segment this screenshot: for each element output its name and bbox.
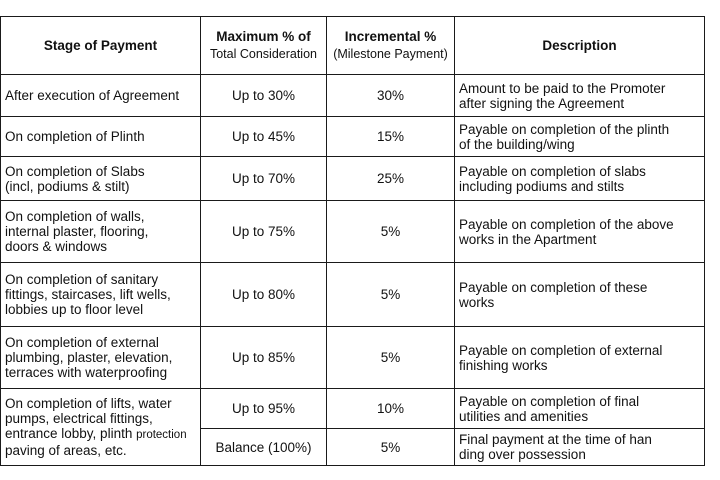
max-cell: Up to 80% bbox=[201, 263, 327, 327]
table-row bbox=[1, 117, 705, 157]
stage-cell: On completion of walls, internal plaster, flooring, doors & windows bbox=[1, 201, 201, 263]
max-cell: Up to 75% bbox=[201, 201, 327, 263]
header-desc: Description bbox=[455, 17, 705, 75]
desc-cell: Payable on completion of the above works in the Apartment bbox=[455, 201, 705, 263]
desc-cell: Payable on completion of these works bbox=[455, 263, 705, 327]
header-max: Maximum % of Total Consideration bbox=[201, 17, 327, 75]
payment-schedule-table bbox=[0, 16, 705, 466]
stage-cell: On completion of lifts, water pumps, electrical fittings, entrance lobby, plinth protection paving of areas, etc. bbox=[1, 389, 201, 466]
inc-cell: 10% bbox=[327, 389, 455, 429]
stage-cell: On completion of Plinth bbox=[1, 117, 201, 157]
table-row bbox=[1, 201, 705, 263]
table-row bbox=[1, 327, 705, 389]
max-cell: Up to 30% bbox=[201, 75, 327, 117]
desc-cell: Payable on completion of final utilities and amenities bbox=[455, 389, 705, 429]
table-row bbox=[1, 75, 705, 117]
max-cell: Balance (100%) bbox=[201, 429, 327, 466]
desc-cell: Payable on completion of external finishing works bbox=[455, 327, 705, 389]
max-cell: Up to 70% bbox=[201, 157, 327, 201]
inc-cell: 5% bbox=[327, 201, 455, 263]
stage-cell: After execution of Agreement bbox=[1, 75, 201, 117]
desc-cell: Amount to be paid to the Promoter after signing the Agreement bbox=[455, 75, 705, 117]
table-header-row bbox=[1, 17, 705, 75]
inc-cell: 25% bbox=[327, 157, 455, 201]
max-cell: Up to 95% bbox=[201, 389, 327, 429]
inc-cell: 5% bbox=[327, 327, 455, 389]
table-row bbox=[1, 157, 705, 201]
header-stage: Stage of Payment bbox=[1, 17, 201, 75]
inc-cell: 5% bbox=[327, 263, 455, 327]
desc-cell: Final payment at the time of han ding over possession bbox=[455, 429, 705, 466]
desc-cell: Payable on completion of the plinth of the building/wing bbox=[455, 117, 705, 157]
table-row bbox=[1, 389, 705, 429]
stage-cell: On completion of external plumbing, plaster, elevation, terraces with waterproofing bbox=[1, 327, 201, 389]
header-inc: Incremental % (Milestone Payment) bbox=[327, 17, 455, 75]
stage-cell: On completion of sanitary fittings, staircases, lift wells, lobbies up to floor level bbox=[1, 263, 201, 327]
max-cell: Up to 85% bbox=[201, 327, 327, 389]
table-row bbox=[1, 263, 705, 327]
inc-cell: 30% bbox=[327, 75, 455, 117]
inc-cell: 5% bbox=[327, 429, 455, 466]
stage-cell: On completion of Slabs (incl, podiums & stilt) bbox=[1, 157, 201, 201]
desc-cell: Payable on completion of slabs including podiums and stilts bbox=[455, 157, 705, 201]
max-cell: Up to 45% bbox=[201, 117, 327, 157]
inc-cell: 15% bbox=[327, 117, 455, 157]
